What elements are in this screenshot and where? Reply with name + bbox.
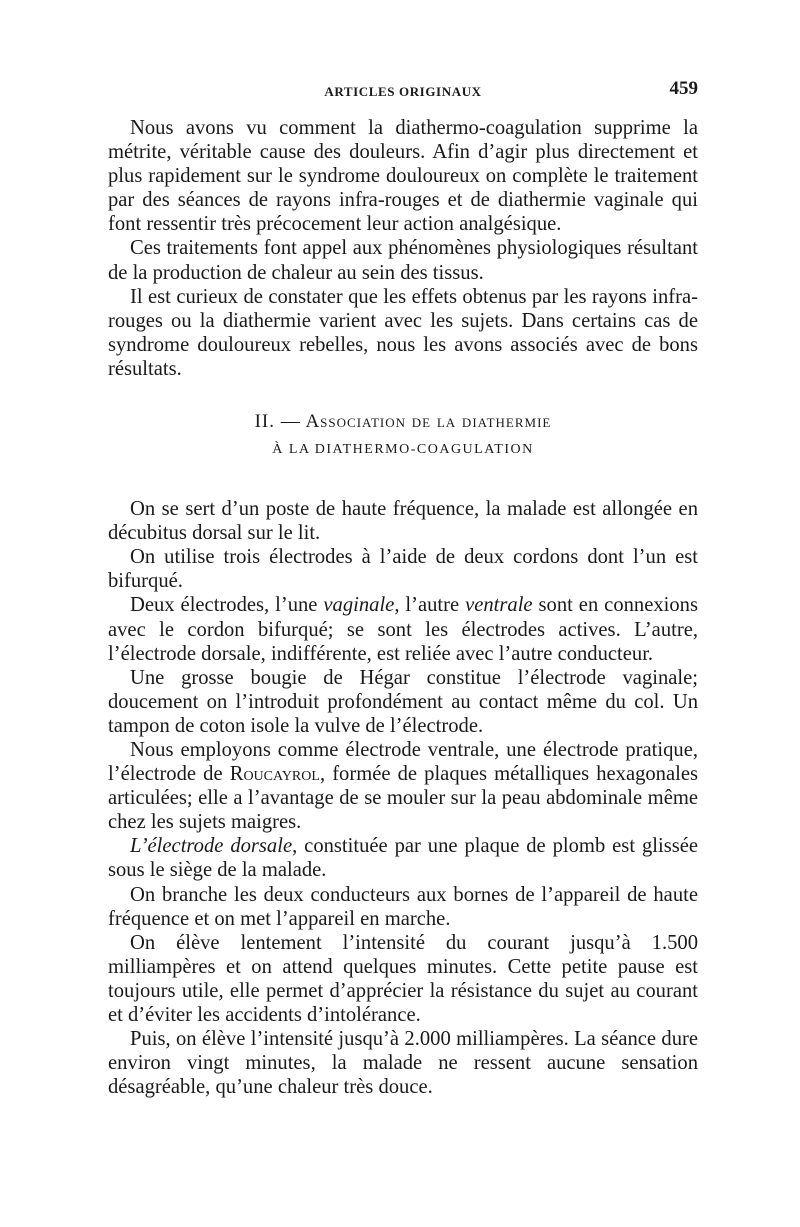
body-paragraph [108,593,698,665]
section-heading-line2-text: À LA DIATHERMO-COAGULATION [272,442,534,458]
body-paragraph [108,834,698,882]
body-paragraph: On utilise trois électrodes à l’aide de deux cordons dont l’un est bifurqué. [108,546,698,593]
text-run: , constituée par une plaque de plomb est glissée sous le siège de la malade. [108,835,699,882]
intro-block [108,116,698,381]
text-run: sont en connexions avec le cordon bifurqué; se sont les électrodes actives. L’autre, l’électrode dorsale, indifférente, est reliée avec l’autre conducteur. [108,594,698,665]
intro-paragraph: Nous avons vu comment la diathermo-coagulation supprime la métrite, véritable cause des douleurs. Afin d’agir plus directement et plus rapidement sur le syndrome douloureux on complète le traitement par des séances de rayons infra-rouges et de diathermie vaginale qui font ressentir très précocement leur action analgésique. [108,117,698,236]
body-paragraph: On branche les deux conducteurs aux bornes de l’appareil de haute fréquence et on met l’appareil en marche. [108,883,698,930]
text-run: Nous employons comme électrode ventrale, une électrode pratique, l’électrode de [108,738,698,786]
section-heading-line1: II. — Association de la diathermie [254,411,552,433]
page-number: 459 [669,78,698,99]
running-title: ARTICLES ORIGINAUX [324,84,482,99]
body-paragraph: On élève lentement l’intensité du courant jusqu’à 1.500 milliampères et on attend quelques minutes. Cette petite pause est toujours utile, elle permet d’apprécier la résistance du sujet au courant et d’éviter les accidents d’intolérance. [108,931,698,1026]
intro-paragraph: Ces traitements font appel aux phénomènes physiologiques résultant de la production de chaleur au sein des tissus. [108,237,698,284]
emphasis-electrode-dorsale: L’électrode dorsale [130,835,293,858]
body-block [108,497,698,1099]
body-paragraph: Puis, on élève l’intensité jusqu’à 2.000 milliampères. La séance dure environ vingt minutes, la malade ne ressent aucune sensation désagréable, qu’une chaleur très douce. [108,1028,698,1099]
body-paragraph [108,738,698,834]
text-run: , formée de plaques métalliques hexagonales articulées; elle a l’avantage de se mouler sur la peau abdominale même chez les sujets maigres. [108,763,699,834]
body-paragraph: Une grosse bougie de Hégar constitue l’électrode vaginale; doucement on l’introduit profondément au contact même du col. Un tampon de coton isole la vulve de l’électrode. [108,666,698,737]
section-heading [108,409,698,465]
running-head [108,78,698,104]
text-run: , l’autre [394,594,466,617]
body-paragraph: On se sert d’un poste de haute fréquence, la malade est allongée en décubitus dorsal sur le lit. [108,498,698,545]
text-run: Deux électrodes, l’une [130,594,324,617]
section-heading-line2 [108,435,698,465]
emphasis-vaginale: vaginale [323,594,395,617]
author-name: Roucayrol [229,763,320,786]
emphasis-ventrale: ventrale [465,594,533,617]
page [108,78,698,1099]
intro-paragraph: Il est curieux de constater que les effets obtenus par les rayons infra-rouges ou la diathermie varient avec les sujets. Dans certains cas de syndrome douloureux rebelles, nous les avons associés avec de bons résultats. [108,285,698,380]
